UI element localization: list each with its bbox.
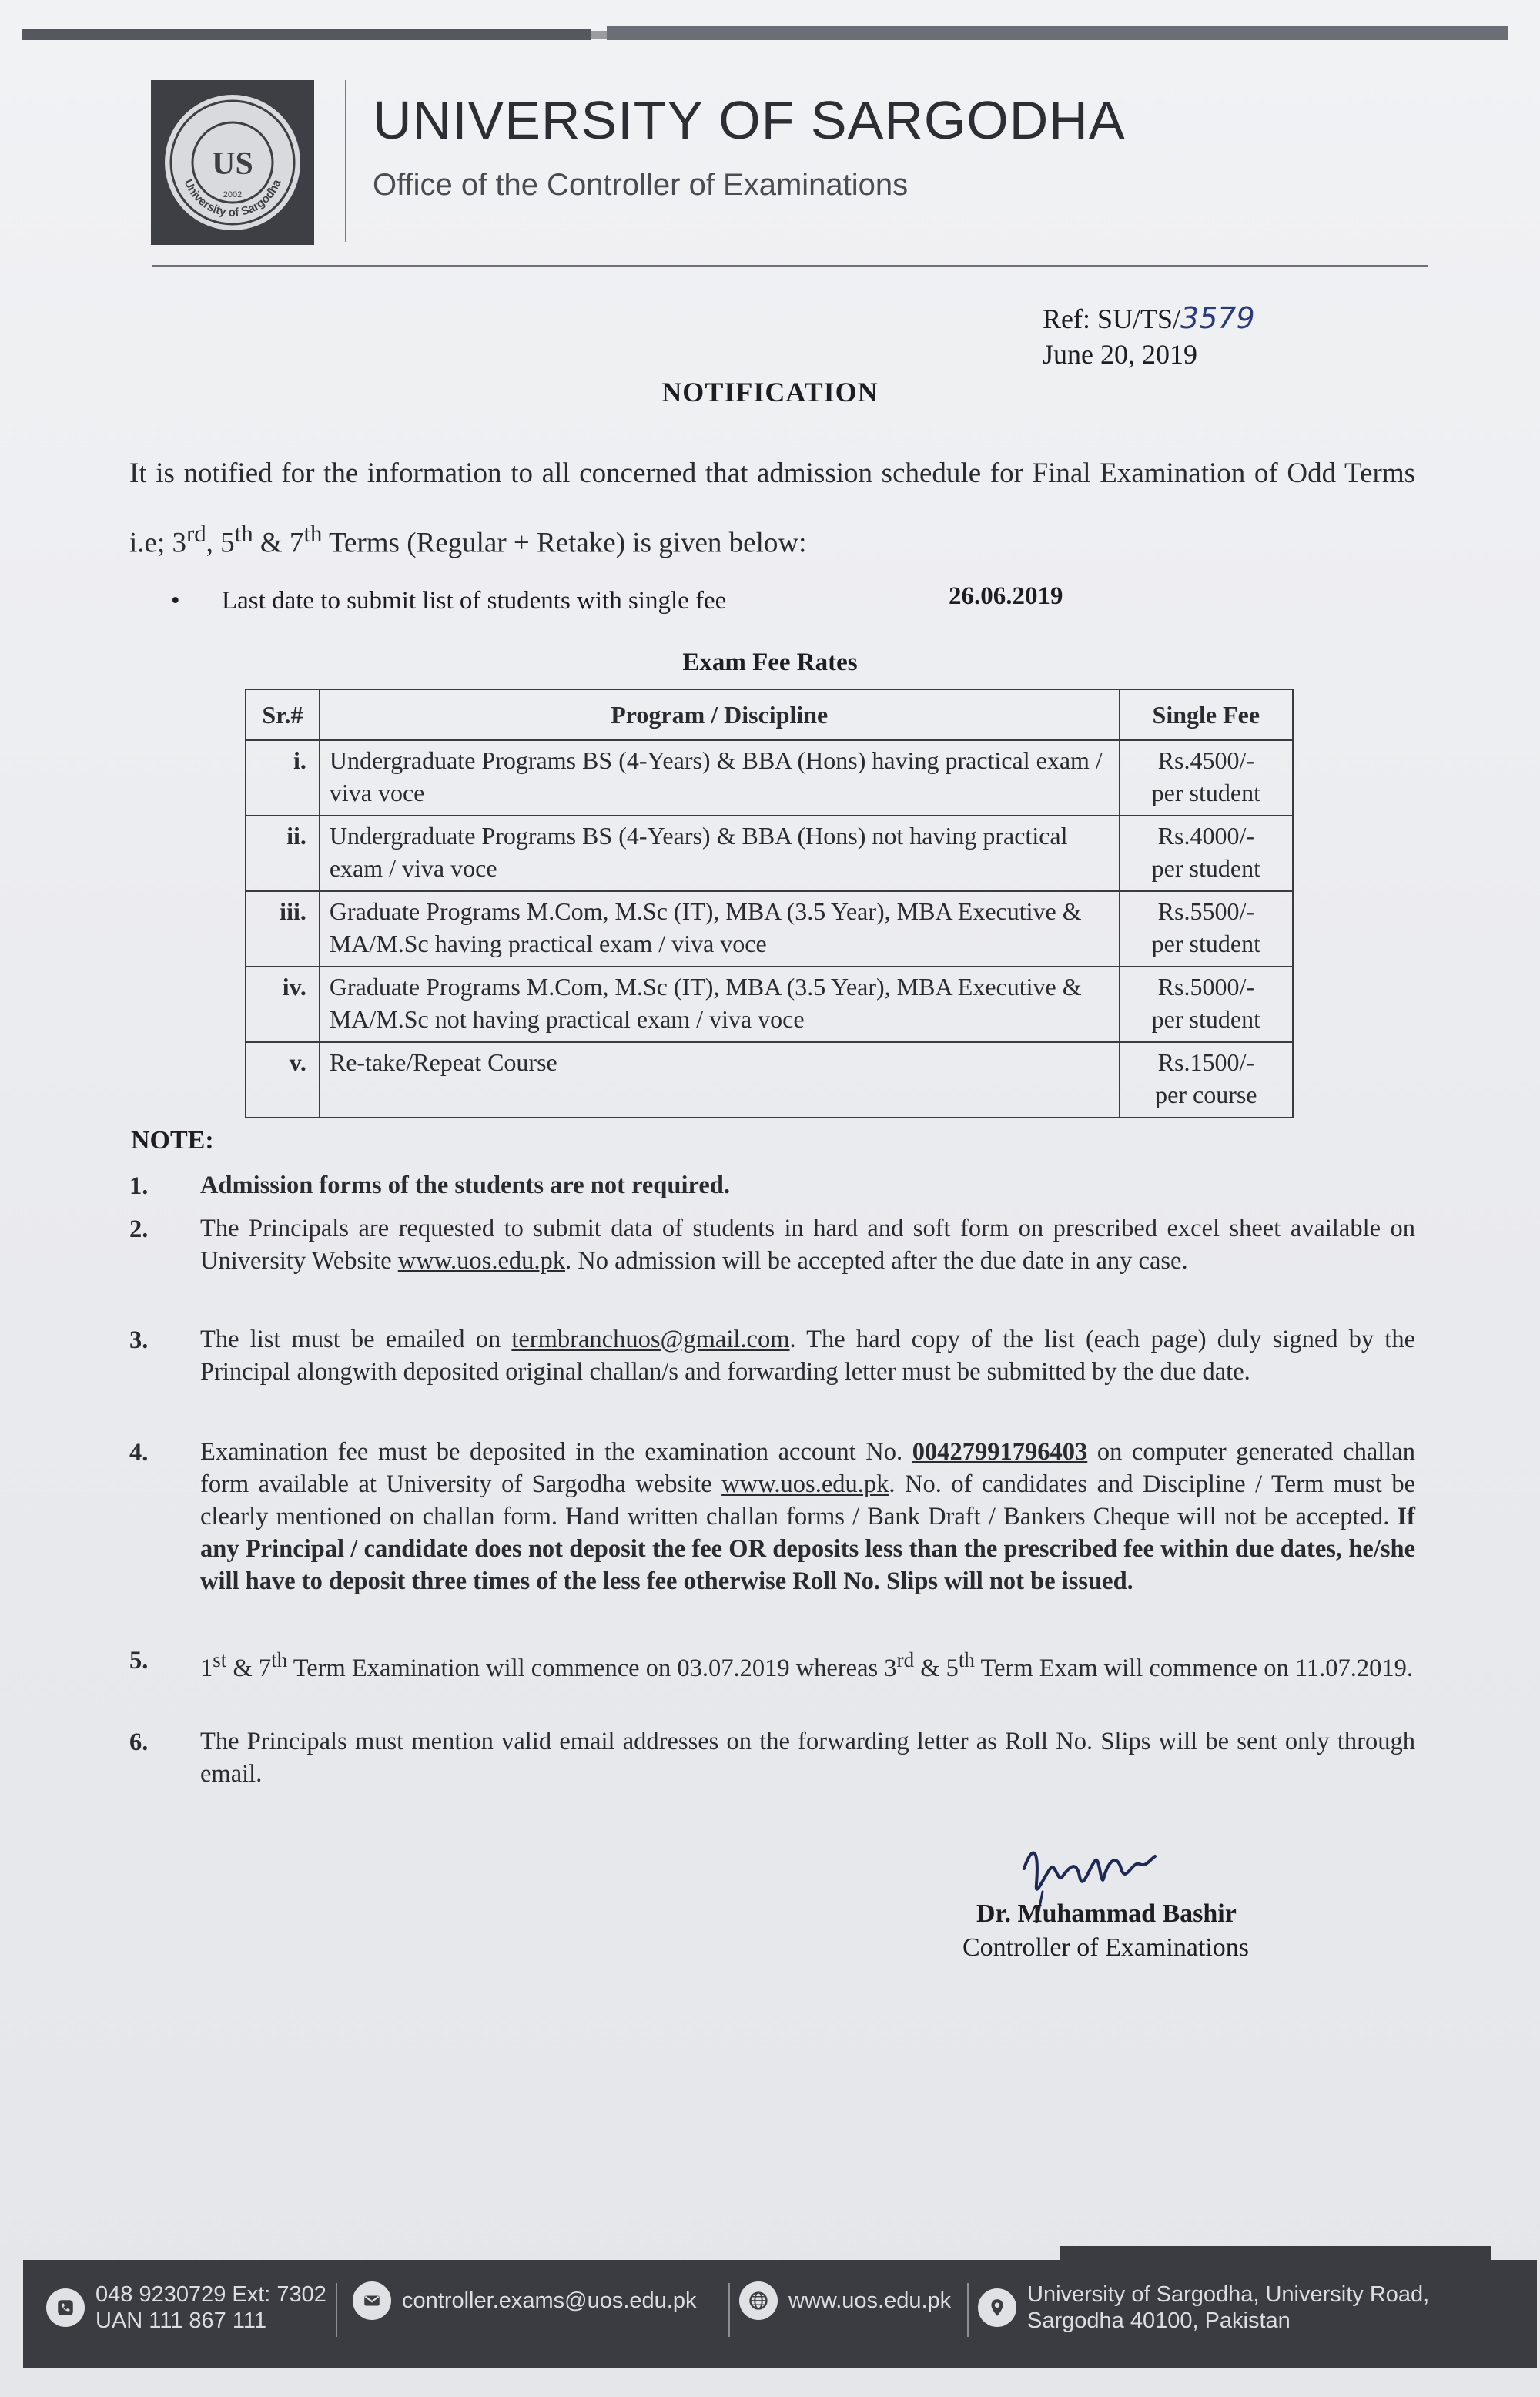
ref-date: June 20, 2019 (1043, 339, 1197, 370)
top-border-bar (22, 26, 1508, 42)
intro-paragraph: It is notified for the information to all concerned that admission schedule for Final Examination of Odd Terms i.e; 3rd, 5th & 7th Terms (Regular + Retake) is given below: (129, 458, 1415, 559)
signatory-name: Dr. Muhammad Bashir (976, 1899, 1237, 1928)
website-link[interactable]: www.uos.edu.pk (397, 1247, 565, 1275)
email-icon (353, 2281, 391, 2320)
phone-icon (46, 2288, 85, 2327)
header-divider (345, 80, 346, 242)
header-program: Program / Discipline (320, 689, 1120, 740)
location-pin-icon (978, 2288, 1016, 2327)
logo-monogram: US (212, 146, 253, 182)
ref-label: Ref: SU/TS/ (1043, 303, 1181, 334)
deadline-label: Last date to submit list of students with single fee (222, 587, 727, 615)
office-name: Office of the Controller of Examinations (373, 168, 909, 202)
account-number: 00427991796403 (912, 1438, 1088, 1466)
notification-title: NOTIFICATION (661, 377, 879, 407)
fee-table (245, 689, 1294, 1118)
table-row: iii. Graduate Programs M.Com, M.Sc (IT), MBA (3.5 Year), MBA Executive & MA/M.Sc having practical exam / viva voce Rs.5500/- per student (246, 891, 1293, 967)
globe-icon (739, 2281, 778, 2320)
document-page: US 2002 University of Sargodha UNIVERSITY OF SARGODHA Office of the Controller of Examinations Ref: SU/TS/3579 June 20, 2019 NOTIFICATION It is notified for the information to all concerned that admission schedule for Final Examination of Odd Terms i.e; 3rd, 5th & 7th Terms (Regular + Retake) is given below: • Last date to submit list of students with single fee 26.06.2019 Exam Fee Rates Sr.# Program / Discipline Single Fee i. Undergraduate Programs BS (4-Years) & BBA (Hons) having practical exam / viva voce Rs.4500/- per student ii. Undergraduate Programs BS (4-Years) & BBA (Hons) not having practical exam / viva voce Rs.4000/- per student iii. Graduate Programs M.Com, M.Sc (IT), MBA (3.5 Year), MBA Executive & MA/M.Sc having practical exam / viva voce Rs.5500/- per student iv. Graduate Programs M.Com, M.Sc (IT), MBA (3.5 Year), MBA Executive & MA/M.Sc not having practical exam / viva voce Rs.5000/- per student v. Re-take/Repeat Course Rs.1500/- per course NOTE: 1. Admission forms of the students are not required. 2. The Principals are requested to submit data of students in hard and soft form on prescribed excel sheet available on University Website www.uos.edu.pk. No admission will be accepted after the due date in any case. 3. The list must be emailed on termbranchuos@gmail.com. The hard copy of the list (each page) duly signed by the Principal alongwith deposited original challan/s and forwarding letter must be submitted by the due date. 4. Examination fee must be deposited in the examination account No. 00427991796403 on computer generated challan form available at University of Sargodha website www.uos.edu.pk. No. of candidates and Discipline / Term must be clearly mentioned on challan form. Hand written challan forms / Bank Draft / Bankers Cheque will not be accepted. If any Principal / candidate does not deposit the fee OR deposits less than the prescribed fee within due dates, he/she will have to deposit three times of the less fee otherwise Roll No. Slips will not be issued. 5. 1st & 7th Term Examination will commence on 03.07.2019 whereas 3rd & 5th Term Exam will commence on 11.07.2019. 6. The Principals must mention valid email addresses on the forwarding letter as Roll No. Slips will be sent only through email. Dr. Muhammad Bashir Controller of Examinations 048 9230729 Ext: 7302 UAN 111 867 111 controller.exams@uos.edu.pk www.uos.edu.pk University of Sargodha, University Road, Sargodha 40100, Pakistan (0, 0, 1540, 2397)
header-sr: Sr.# (246, 689, 320, 740)
table-row: v. Re-take/Repeat Course Rs.1500/- per course (246, 1042, 1293, 1118)
footer-website[interactable]: www.uos.edu.pk (739, 2281, 951, 2320)
signatory-title: Controller of Examinations (962, 1933, 1250, 1962)
header-fee: Single Fee (1120, 689, 1293, 740)
note-heading: NOTE: (131, 1126, 214, 1155)
table-row: ii. Undergraduate Programs BS (4-Years) & BBA (Hons) not having practical exam / viva voce Rs.4000/- per student (246, 816, 1293, 891)
fee-table-title: Exam Fee Rates (682, 649, 858, 676)
ref-number: 3579 (1180, 301, 1255, 335)
email-link[interactable]: termbranchuos@gmail.com (511, 1326, 790, 1353)
university-name: UNIVERSITY OF SARGODHA (373, 90, 1126, 150)
website-link[interactable]: www.uos.edu.pk (721, 1470, 889, 1498)
deadline-date: 26.06.2019 (949, 582, 1063, 610)
footer-email[interactable]: controller.exams@uos.edu.pk (353, 2281, 696, 2320)
footer-phone: 048 9230729 Ext: 7302 UAN 111 867 111 (46, 2281, 326, 2334)
logo-year: 2002 (223, 190, 243, 199)
header-rule (152, 265, 1428, 267)
table-row: iv. Graduate Programs M.Com, M.Sc (IT), MBA (3.5 Year), MBA Executive & MA/M.Sc not having practical exam / viva voce Rs.5000/- per student (246, 967, 1293, 1042)
footer-address: University of Sargodha, University Road, Sargodha 40100, Pakistan (978, 2281, 1429, 2334)
logo-ring-text: University of Sargodha (181, 177, 284, 220)
table-row: i. Undergraduate Programs BS (4-Years) & BBA (Hons) having practical exam / viva voce Rs.4500/- per student (246, 740, 1293, 816)
bullet-point: • (171, 587, 180, 615)
university-logo (151, 80, 314, 245)
footer-bar (23, 2260, 1537, 2368)
reference-block (1043, 300, 1255, 372)
table-header-row (246, 689, 1293, 740)
